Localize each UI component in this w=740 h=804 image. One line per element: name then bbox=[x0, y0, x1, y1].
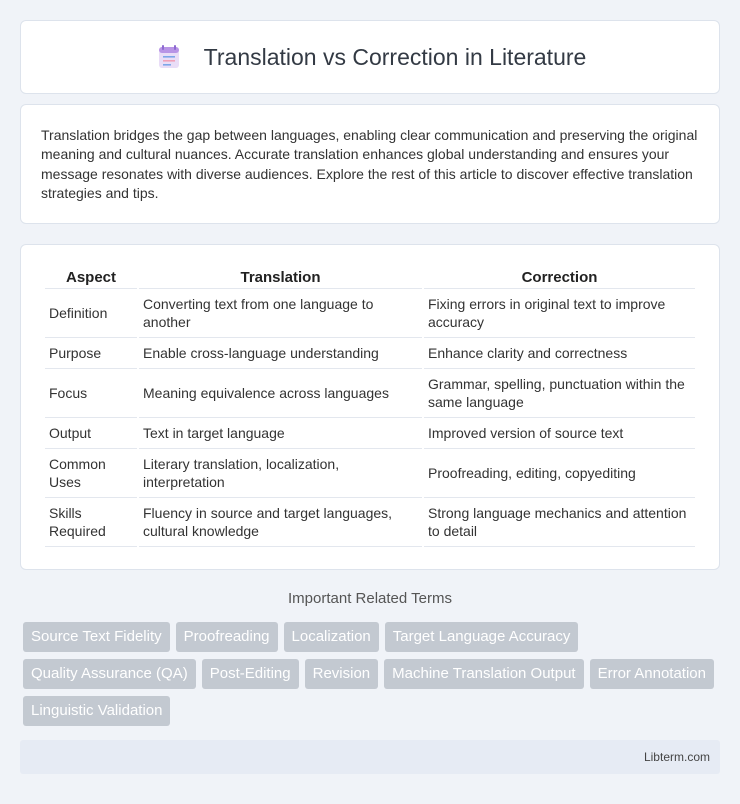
table-cell-translation: Converting text from one language to another bbox=[139, 289, 422, 338]
footer bbox=[20, 740, 720, 774]
table-row bbox=[45, 289, 695, 338]
table-cell-translation: Meaning equivalence across languages bbox=[139, 369, 422, 418]
column-header-translation: Translation bbox=[139, 265, 422, 289]
footer-brand-link[interactable]: Libterm.com bbox=[643, 750, 710, 764]
related-term-tag[interactable]: Source Text Fidelity bbox=[23, 622, 170, 652]
related-terms-list bbox=[23, 622, 723, 726]
table-cell-correction: Strong language mechanics and attention to detail bbox=[424, 498, 695, 547]
intro-paragraph: Translation bridges the gap between languages, enabling clear communication and preserving the original meaning and cultural nuances. Accurate translation enhances global understanding and ensures your message resonates with diverse audiences. Explore the rest of this article to discover effective translation strategies and tips. bbox=[41, 127, 698, 201]
related-term-tag[interactable]: Machine Translation Output bbox=[384, 659, 583, 689]
table-cell-translation: Literary translation, localization, interpretation bbox=[139, 449, 422, 498]
table-cell-aspect: Definition bbox=[45, 289, 137, 338]
column-header-aspect: Aspect bbox=[45, 265, 137, 289]
related-term-tag[interactable]: Target Language Accuracy bbox=[385, 622, 579, 652]
related-terms-title: Important Related Terms bbox=[288, 590, 452, 607]
table-row bbox=[45, 418, 695, 449]
table-cell-correction: Improved version of source text bbox=[424, 418, 695, 449]
table-cell-aspect: Purpose bbox=[45, 338, 137, 369]
page-title: Translation vs Correction in Literature bbox=[203, 43, 587, 70]
calendar-book-icon bbox=[154, 42, 184, 72]
related-term-tag[interactable]: Quality Assurance (QA) bbox=[23, 659, 196, 689]
related-term-tag[interactable]: Post-Editing bbox=[202, 659, 299, 689]
table-cell-translation: Text in target language bbox=[139, 418, 422, 449]
table-row bbox=[45, 498, 695, 547]
table-row bbox=[45, 369, 695, 418]
table-cell-correction: Enhance clarity and correctness bbox=[424, 338, 695, 369]
table-cell-aspect: Output bbox=[45, 418, 137, 449]
table-cell-correction: Fixing errors in original text to improve accuracy bbox=[424, 289, 695, 338]
table-cell-aspect: Skills Required bbox=[45, 498, 137, 547]
column-header-correction: Correction bbox=[424, 265, 695, 289]
intro-card bbox=[20, 104, 720, 224]
header-card bbox=[20, 20, 720, 94]
related-term-tag[interactable]: Localization bbox=[284, 622, 379, 652]
table-cell-correction: Grammar, spelling, punctuation within the same language bbox=[424, 369, 695, 418]
table-cell-aspect: Common Uses bbox=[45, 449, 137, 498]
related-term-tag[interactable]: Linguistic Validation bbox=[23, 696, 170, 726]
table-header-row bbox=[45, 265, 695, 289]
table-cell-correction: Proofreading, editing, copyediting bbox=[424, 449, 695, 498]
related-term-tag[interactable]: Error Annotation bbox=[590, 659, 714, 689]
table-row bbox=[45, 338, 695, 369]
table-cell-translation: Fluency in source and target languages, cultural knowledge bbox=[139, 498, 422, 547]
related-term-tag[interactable]: Proofreading bbox=[176, 622, 278, 652]
table-cell-translation: Enable cross-language understanding bbox=[139, 338, 422, 369]
comparison-table-card bbox=[20, 244, 720, 570]
related-term-tag[interactable]: Revision bbox=[305, 659, 379, 689]
table-row bbox=[45, 449, 695, 498]
table-cell-aspect: Focus bbox=[45, 369, 137, 418]
comparison-table bbox=[43, 265, 697, 547]
